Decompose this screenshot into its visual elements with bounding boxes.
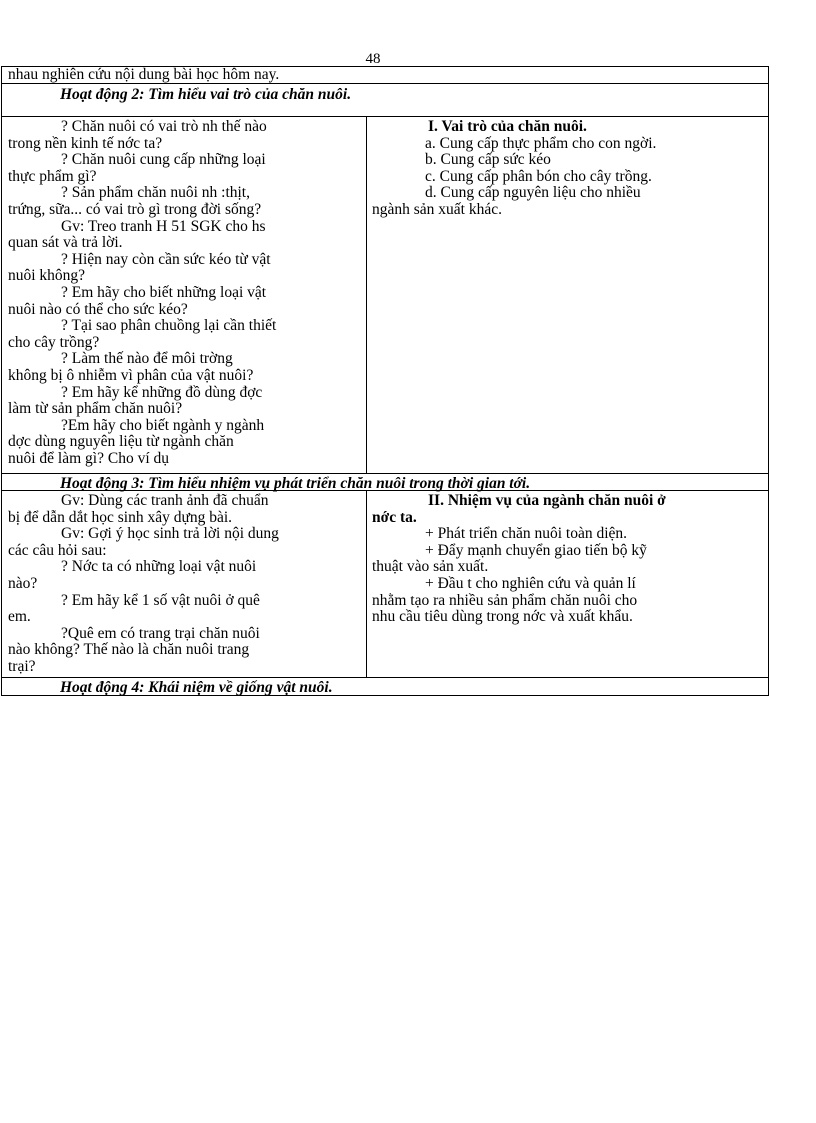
list-item: trong nền kinh tế nớc ta? xyxy=(8,134,163,152)
list-item: ? Chăn nuôi cung cấp những loại xyxy=(61,151,266,169)
list-item: ? Em hãy kể 1 số vật nuôi ở quê xyxy=(61,591,260,609)
list-item: thuật vào sản xuất. xyxy=(372,558,489,576)
list-item: Gv: Treo tranh H 51 SGK cho hs xyxy=(61,217,266,235)
list-item: làm từ sản phẩm chăn nuôi? xyxy=(8,400,183,418)
page-number: 48 xyxy=(365,51,381,67)
list-item: + Đầu t cho nghiên cứu và quản lí xyxy=(425,574,636,592)
list-item: dợc dùng nguyên liệu từ ngành chăn xyxy=(8,433,234,451)
section-title: I. Vai trò của chăn nuôi. xyxy=(428,119,587,135)
list-item: nào không? Thế nào là chăn nuôi trang xyxy=(8,641,250,659)
list-item: Gv: Dùng các tranh ảnh đã chuẩn xyxy=(61,493,269,509)
list-item: trại? xyxy=(8,657,36,675)
section-title-cont: nớc ta. xyxy=(372,508,417,526)
list-item: nào? xyxy=(8,574,38,592)
activity3-questions xyxy=(8,493,328,676)
activity3-content xyxy=(372,493,730,626)
activity2-content xyxy=(372,119,730,219)
list-item: d. Cung cấp nguyên liệu cho nhiều xyxy=(425,184,641,202)
list-item: c. Cung cấp phân bón cho cây trồng. xyxy=(425,167,652,185)
list-item: nuôi để làm gì? Cho ví dụ xyxy=(8,449,170,467)
list-item: cho cây trồng? xyxy=(8,333,100,351)
list-item: ? Nớc ta có những loại vật nuôi xyxy=(61,558,257,576)
list-item: trứng, sữa... có vai trò gì trong đời sống? xyxy=(8,200,262,218)
list-item: ? Làm thế nào để môi trờng xyxy=(61,350,233,368)
list-item: nuôi không? xyxy=(8,267,86,285)
list-item: nuôi nào có thể cho sức kéo? xyxy=(8,300,188,318)
border-row2 xyxy=(1,116,768,117)
border-row5 xyxy=(1,677,768,678)
list-item: ? Sản phẩm chăn nuôi nh :thịt, xyxy=(61,184,250,202)
column-divider-a2 xyxy=(366,116,367,473)
list-item: các câu hỏi sau: xyxy=(8,541,107,559)
list-item: em. xyxy=(8,608,31,626)
list-item: ? Em hãy cho biết những loại vật xyxy=(61,283,267,301)
activity2-heading: Hoạt động 2: Tìm hiểu vai trò của chăn nuôi. xyxy=(60,86,352,103)
list-item: ? Tại sao phân chuồng lại cần thiết xyxy=(61,317,277,335)
activity2-questions xyxy=(8,119,328,467)
list-item: a. Cung cấp thực phẩm cho con ngời. xyxy=(425,134,657,152)
section-title: II. Nhiệm vụ của ngành chăn nuôi ở xyxy=(428,493,666,509)
activity4-heading: Hoạt động 4: Khái niệm về giống vật nuôi. xyxy=(60,679,333,696)
list-item: b. Cung cấp sức kéo xyxy=(425,151,551,169)
carried-text: nhau nghiên cứu nội dung bài học hôm nay. xyxy=(8,67,280,83)
list-item: ? Em hãy kể những đồ dùng đợc xyxy=(61,383,263,401)
list-item: ? Hiện nay còn cần sức kéo từ vật xyxy=(61,250,271,268)
list-item: ngành sản xuất khác. xyxy=(372,200,502,218)
border-left xyxy=(1,66,2,696)
list-item: quan sát và trả lời. xyxy=(8,234,123,252)
list-item: thực phẩm gì? xyxy=(8,167,97,185)
list-item: + Đẩy mạnh chuyển giao tiến bộ kỹ xyxy=(425,541,647,559)
list-item: ?Quê em có trang trại chăn nuôi xyxy=(61,624,260,642)
lesson-table xyxy=(1,66,768,696)
list-item: nhằm tạo ra nhiều sản phẩm chăn nuôi cho xyxy=(372,591,638,609)
column-divider-a3 xyxy=(366,490,367,677)
list-item: bị để dẫn dắt học sinh xây dựng bài. xyxy=(8,508,233,526)
border-right xyxy=(768,66,769,696)
border-row3 xyxy=(1,473,768,474)
list-item: Gv: Gợi ý học sinh trả lời nội dung xyxy=(61,525,279,543)
list-item: nhu cầu tiêu dùng trong nớc và xuất khẩu. xyxy=(372,608,633,626)
list-item: ?Em hãy cho biết ngành y ngành xyxy=(61,416,265,434)
list-item: ? Chăn nuôi có vai trò nh thế nào xyxy=(61,119,267,135)
list-item: + Phát triển chăn nuôi toàn diện. xyxy=(425,525,628,543)
activity3-heading: Hoạt động 3: Tìm hiểu nhiệm vụ phát triển chăn nuôi trong thời gian tới. xyxy=(60,475,531,492)
list-item: không bị ô nhiễm vì phân của vật nuôi? xyxy=(8,366,254,384)
